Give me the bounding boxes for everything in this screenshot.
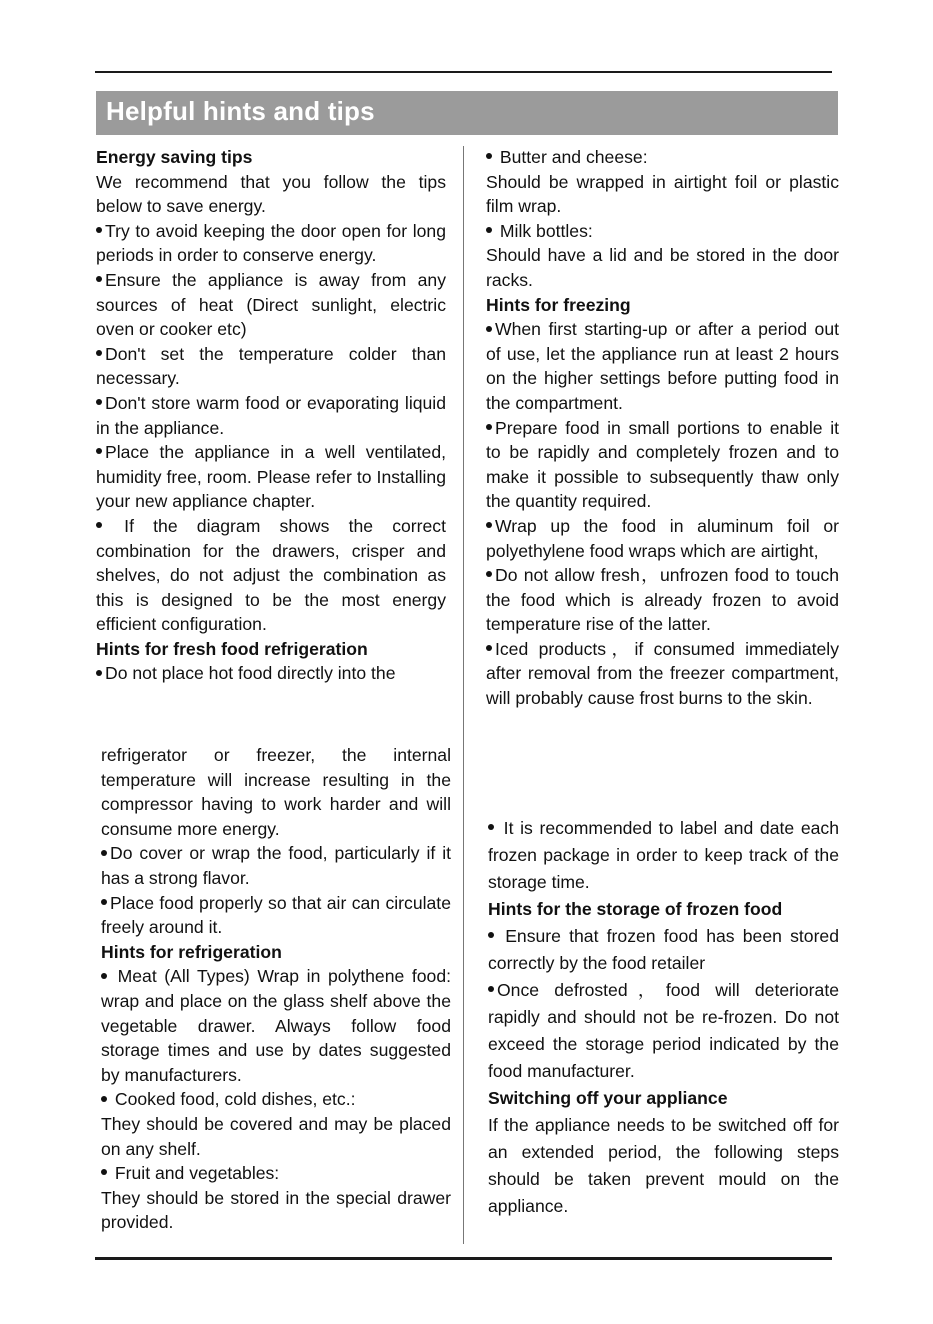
paragraph-text: If the appliance needs to be switched off for an extended period, the following steps should be taken prevent mould on the appliance. [488, 1115, 839, 1216]
paragraph-text: Cooked food, cold dishes, etc.: [110, 1089, 356, 1110]
paragraph-text: Do not allow fresh，unfrozen food to touch the food which is already frozen to avoid temperature rise of the latter. [486, 565, 839, 635]
bullet-icon [101, 973, 107, 979]
paragraph-text: Should have a lid and be stored in the door racks. [486, 245, 839, 290]
paragraph-text: Iced products，if consumed immediately after removal from the freezer compartment, will probably cause frost burns to the skin. [486, 638, 839, 709]
paragraph-text: Should be wrapped in airtight foil or plastic film wrap. [486, 171, 839, 217]
paragraph-text: Milk bottles: [495, 220, 593, 241]
bullet-icon [96, 350, 102, 356]
bullet-icon [486, 326, 492, 332]
bullet-item [488, 923, 839, 977]
paragraph-text: Place food properly so that air can circulate freely around it. [101, 892, 451, 938]
bullet-item [488, 815, 839, 896]
paragraph-text: Hints for freezing [486, 294, 631, 315]
bullet-item [486, 145, 839, 170]
bullet-item [96, 391, 446, 440]
bullet-item [96, 342, 446, 391]
bullet-icon [486, 227, 492, 233]
bullet-icon [101, 1169, 107, 1175]
bullet-icon [486, 522, 492, 528]
paragraph-text: If the diagram shows the correct combination for the drawers, crisper and shelves, do not adjust the combination as this is designed to be the most energy efficient configuration. [96, 515, 446, 635]
section-heading [488, 1085, 839, 1112]
section-heading [101, 940, 451, 965]
bullet-item [101, 891, 451, 940]
bullet-icon [488, 824, 494, 830]
paragraph-text: When first starting-up or after a period out of use, let the appliance run at least 2 hours on the higher settings before putting food in the compartment. [486, 319, 839, 413]
paragraph-text: Ensure the appliance is away from any sources of heat (Direct sunlight, electric oven or cooker etc) [96, 269, 446, 340]
bullet-icon [486, 571, 492, 577]
paragraph-text: Don't store warm food or evaporating liquid in the appliance. [96, 392, 446, 438]
bullet-item [486, 563, 839, 637]
paragraph-text: Energy saving tips [96, 147, 253, 167]
bullet-item [96, 661, 446, 686]
paragraph-text: Meat (All Types) Wrap in polythene food: wrap and place on the glass shelf above the vegetable drawer. Always follow food storage times and use by dates suggested by manufacturers. [101, 966, 451, 1085]
paragraph-text: refrigerator or freezer, the internal temperature will increase resulting in the compressor having to work harder and will consume more energy. [101, 745, 451, 839]
right-column-bottom [488, 815, 839, 1220]
bullet-item [101, 1087, 451, 1112]
paragraph-text: Hints for the storage of frozen food [488, 899, 783, 919]
body-text [486, 170, 839, 219]
paragraph-text: Do cover or wrap the food, particularly if it has a strong flavor. [101, 843, 451, 888]
paragraph-text: Prepare food in small portions to enable it to be rapidly and completely frozen and to make it possible to subsequently thaw only the quantity required. [486, 417, 839, 512]
section-heading [96, 637, 446, 662]
bullet-item [486, 317, 839, 415]
paragraph-text: Try to avoid keeping the door open for long periods in order to conserve energy. [96, 220, 446, 266]
bullet-icon [101, 899, 107, 905]
paragraph-text: Hints for fresh food refrigeration [96, 638, 368, 659]
body-text [101, 743, 451, 841]
paragraph-text: Fruit and vegetables: [110, 1163, 280, 1184]
paragraph-text: Ensure that frozen food has been stored correctly by the food retailer [488, 926, 839, 973]
paragraph-text: Switching off your appliance [488, 1088, 728, 1108]
bullet-item [101, 841, 451, 890]
right-column-top [486, 145, 839, 711]
bullet-icon [96, 670, 102, 676]
bullet-item [486, 416, 839, 514]
bullet-item [96, 219, 446, 268]
bullet-icon [486, 424, 492, 430]
left-column-bottom [101, 743, 451, 1235]
bullet-item [101, 964, 451, 1087]
bullet-item [101, 1161, 451, 1186]
bullet-item [96, 514, 446, 637]
bullet-icon [488, 932, 494, 938]
paragraph-text: Don't set the temperature colder than necessary. [96, 343, 446, 389]
paragraph-text: Hints for refrigeration [101, 941, 282, 962]
bullet-icon [486, 153, 492, 159]
bullet-icon [96, 399, 102, 405]
section-heading [96, 145, 446, 170]
bullet-item [486, 514, 839, 563]
paragraph-text: Place the appliance in a well ventilated, humidity free, room. Please refer to Installing your new appliance chapter. [96, 442, 446, 512]
body-text [101, 1186, 451, 1235]
bullet-icon [101, 1096, 107, 1102]
paragraph-text: They should be stored in the special drawer provided. [101, 1187, 451, 1233]
body-text [488, 1112, 839, 1220]
paragraph-text: Do not place hot food directly into the [105, 663, 396, 684]
bullet-item [486, 219, 839, 244]
top-rule [95, 71, 832, 73]
bullet-item [488, 977, 839, 1085]
bottom-rule [95, 1257, 832, 1260]
section-heading [486, 293, 839, 318]
title-banner [96, 91, 838, 135]
bullet-item [96, 440, 446, 514]
body-text [486, 243, 839, 292]
bullet-icon [101, 850, 107, 856]
bullet-icon [486, 645, 492, 651]
bullet-icon [96, 522, 102, 528]
body-text [101, 1112, 451, 1161]
section-heading [488, 896, 839, 923]
bullet-item [486, 637, 839, 711]
bullet-item [96, 268, 446, 342]
paragraph-text: Butter and cheese: [495, 147, 648, 167]
body-text [96, 170, 446, 219]
column-divider [463, 146, 464, 1244]
paragraph-text: Once defrosted，food will deteriorate rapidly and should not be re-frozen. Do not exceed the storage period indicated by the food manufacturer. [488, 980, 839, 1081]
paragraph-text: Wrap up the food in aluminum foil or polyethylene food wraps which are airtight, [486, 515, 839, 561]
bullet-icon [488, 986, 494, 992]
left-column-top [96, 145, 446, 686]
page-title: Helpful hints and tips [106, 96, 375, 126]
bullet-icon [96, 448, 102, 454]
bullet-icon [96, 227, 102, 233]
paragraph-text: It is recommended to label and date each frozen package in order to keep track of the storage time. [488, 818, 839, 892]
paragraph-text: They should be covered and may be placed on any shelf. [101, 1113, 451, 1159]
paragraph-text: We recommend that you follow the tips below to save energy. [96, 171, 446, 217]
bullet-icon [96, 276, 102, 282]
